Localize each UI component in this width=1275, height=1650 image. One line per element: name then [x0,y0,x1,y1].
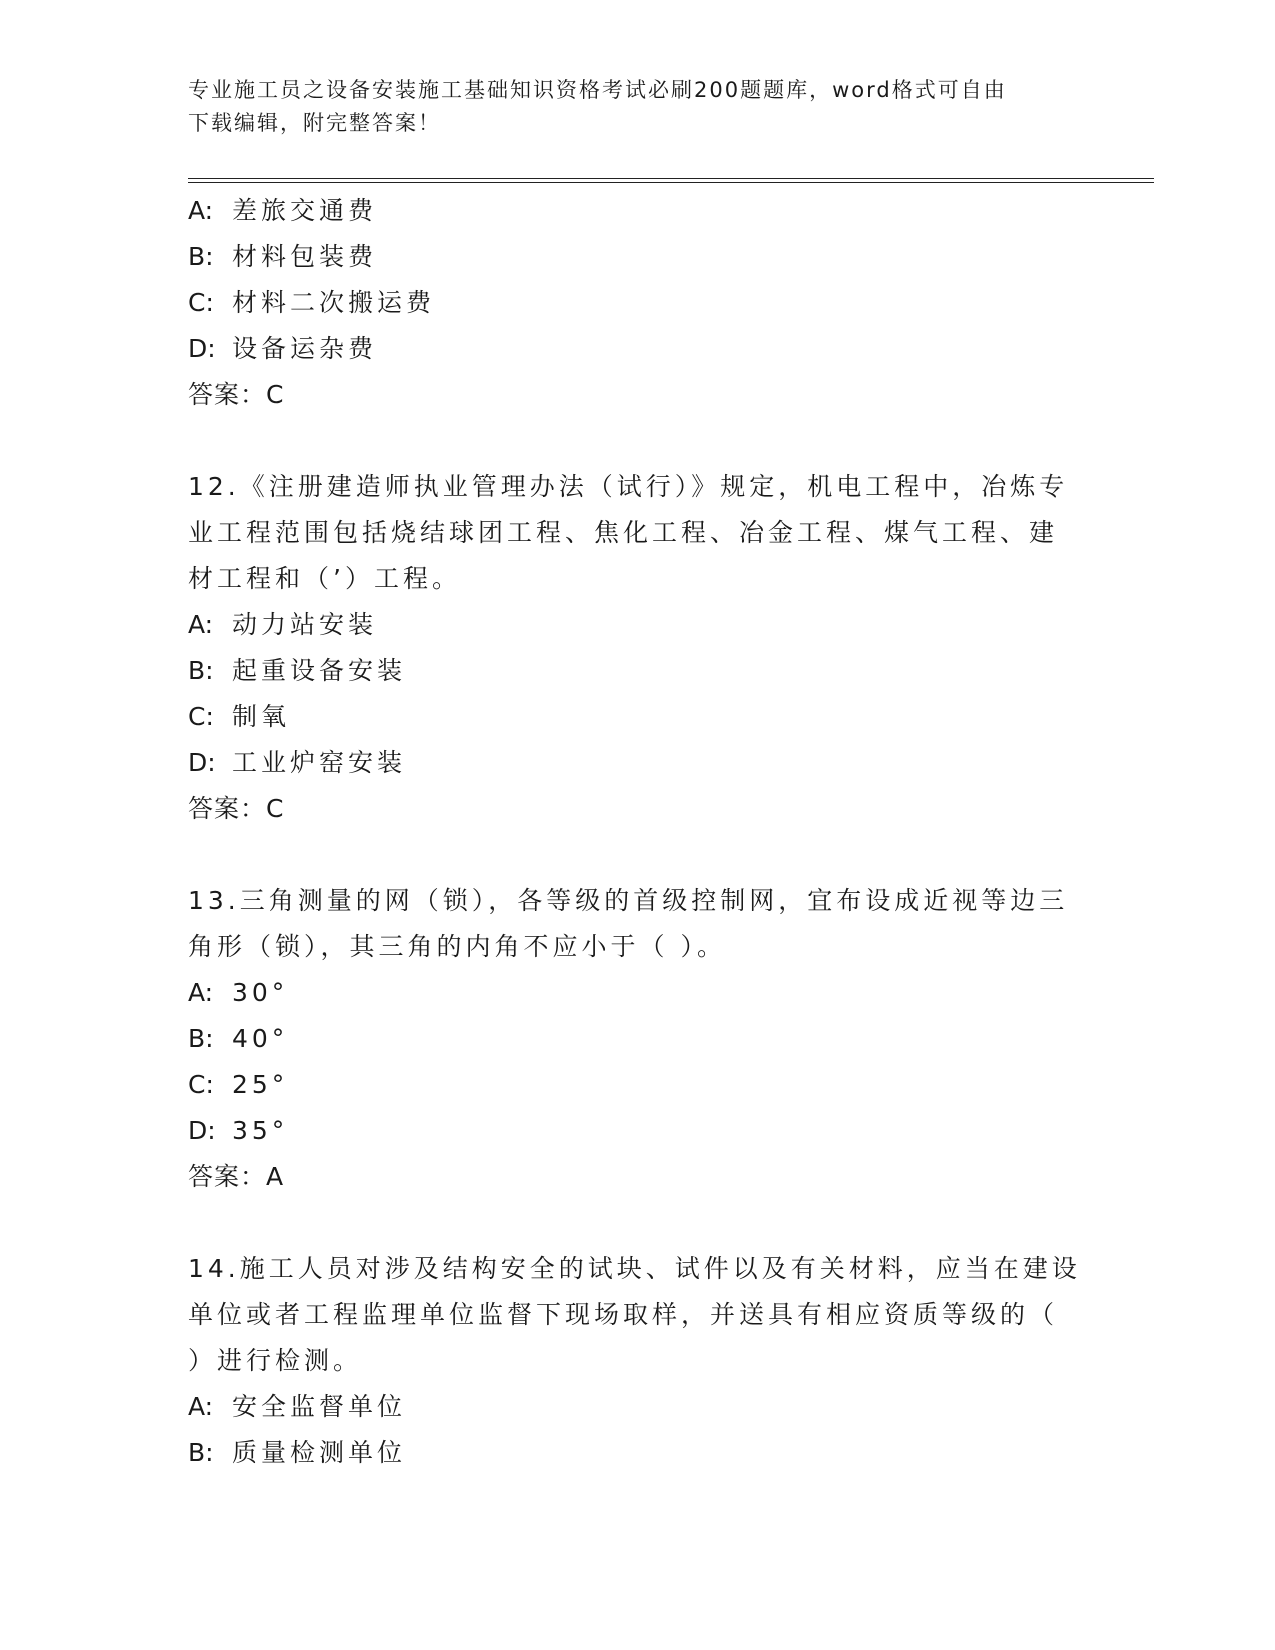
answer-line [188,372,1078,418]
question-11 [188,188,1078,418]
question-14 [188,1246,1081,1476]
option-text: 30° [232,978,289,1007]
question-list [188,188,1081,1476]
option-text: 材料包装费 [232,242,378,271]
option-text: 35° [232,1116,289,1145]
option-letter: C: [188,288,214,317]
option-text: 安全监督单位 [232,1392,407,1421]
question-text-line: 12.《注册建造师执业管理办法（试行）》规定，机电工程中，冶炼专 [188,472,1069,501]
option-text: 材料二次搬运费 [232,288,436,317]
answer-value: C [266,380,284,409]
header-divider [188,178,1154,183]
option-letter: D: [188,748,216,777]
question-text-line: 业工程范围包括烧结球团工程、焦化工程、冶金工程、煤气工程、建 [188,518,1059,547]
option-letter: B: [188,1438,214,1467]
question-12 [188,464,1078,832]
option-d [188,1108,1078,1154]
option-c [188,694,1078,740]
option-letter: A: [188,1392,214,1421]
option-letter: B: [188,656,214,685]
option-c [188,1062,1078,1108]
option-letter: C: [188,702,214,731]
answer-label: 答案： [188,1162,267,1191]
option-text: 设备运杂费 [232,334,378,363]
spacer [188,418,1078,464]
question-text-line: 14.施工人员对涉及结构安全的试块、试件以及有关材料，应当在建设 [188,1254,1081,1283]
option-a [188,188,1078,234]
answer-line [188,1154,1078,1200]
option-letter: B: [188,242,214,271]
option-text: 起重设备安装 [232,656,407,685]
header-line-1: 专业施工员之设备安装施工基础知识资格考试必刷200题题库，word格式可自由 [188,78,1007,102]
option-a [188,602,1078,648]
option-text: 工业炉窑安装 [232,748,407,777]
option-b [188,1430,1078,1476]
answer-value: C [266,794,284,823]
option-letter: C: [188,1070,214,1099]
question-text-line: 角形（锁），其三角的内角不应小于（ ）。 [188,932,726,961]
option-b [188,1016,1078,1062]
question-13 [188,878,1078,1200]
spacer [188,1200,1078,1246]
option-a [188,1384,1078,1430]
option-letter: B: [188,1024,214,1053]
option-d [188,740,1078,786]
question-text-line: 单位或者工程监理单位监督下现场取样，并送具有相应资质等级的（ [188,1300,1059,1329]
option-c [188,280,1078,326]
question-text-line: 材工程和（’）工程。 [188,564,461,593]
option-text: 40° [232,1024,289,1053]
option-letter: D: [188,1116,216,1145]
option-text: 制氧 [232,702,291,731]
question-text-line: ）进行检测。 [188,1346,363,1375]
option-text: 质量检测单位 [232,1438,407,1467]
option-letter: A: [188,610,214,639]
answer-line [188,786,1078,832]
option-a [188,970,1078,1016]
option-text: 动力站安装 [232,610,378,639]
option-text: 25° [232,1070,289,1099]
answer-value: A [266,1162,284,1191]
answer-label: 答案： [188,794,267,823]
option-b [188,234,1078,280]
option-b [188,648,1078,694]
document-header [188,74,1068,140]
option-letter: D: [188,334,216,363]
spacer [188,832,1078,878]
option-text: 差旅交通费 [232,196,378,225]
option-letter: A: [188,978,214,1007]
option-letter: A: [188,196,214,225]
header-line-2: 下载编辑，附完整答案！ [188,111,441,135]
question-text-line: 13.三角测量的网（锁），各等级的首级控制网，宜布设成近视等边三 [188,886,1069,915]
option-d [188,326,1078,372]
answer-label: 答案： [188,380,267,409]
